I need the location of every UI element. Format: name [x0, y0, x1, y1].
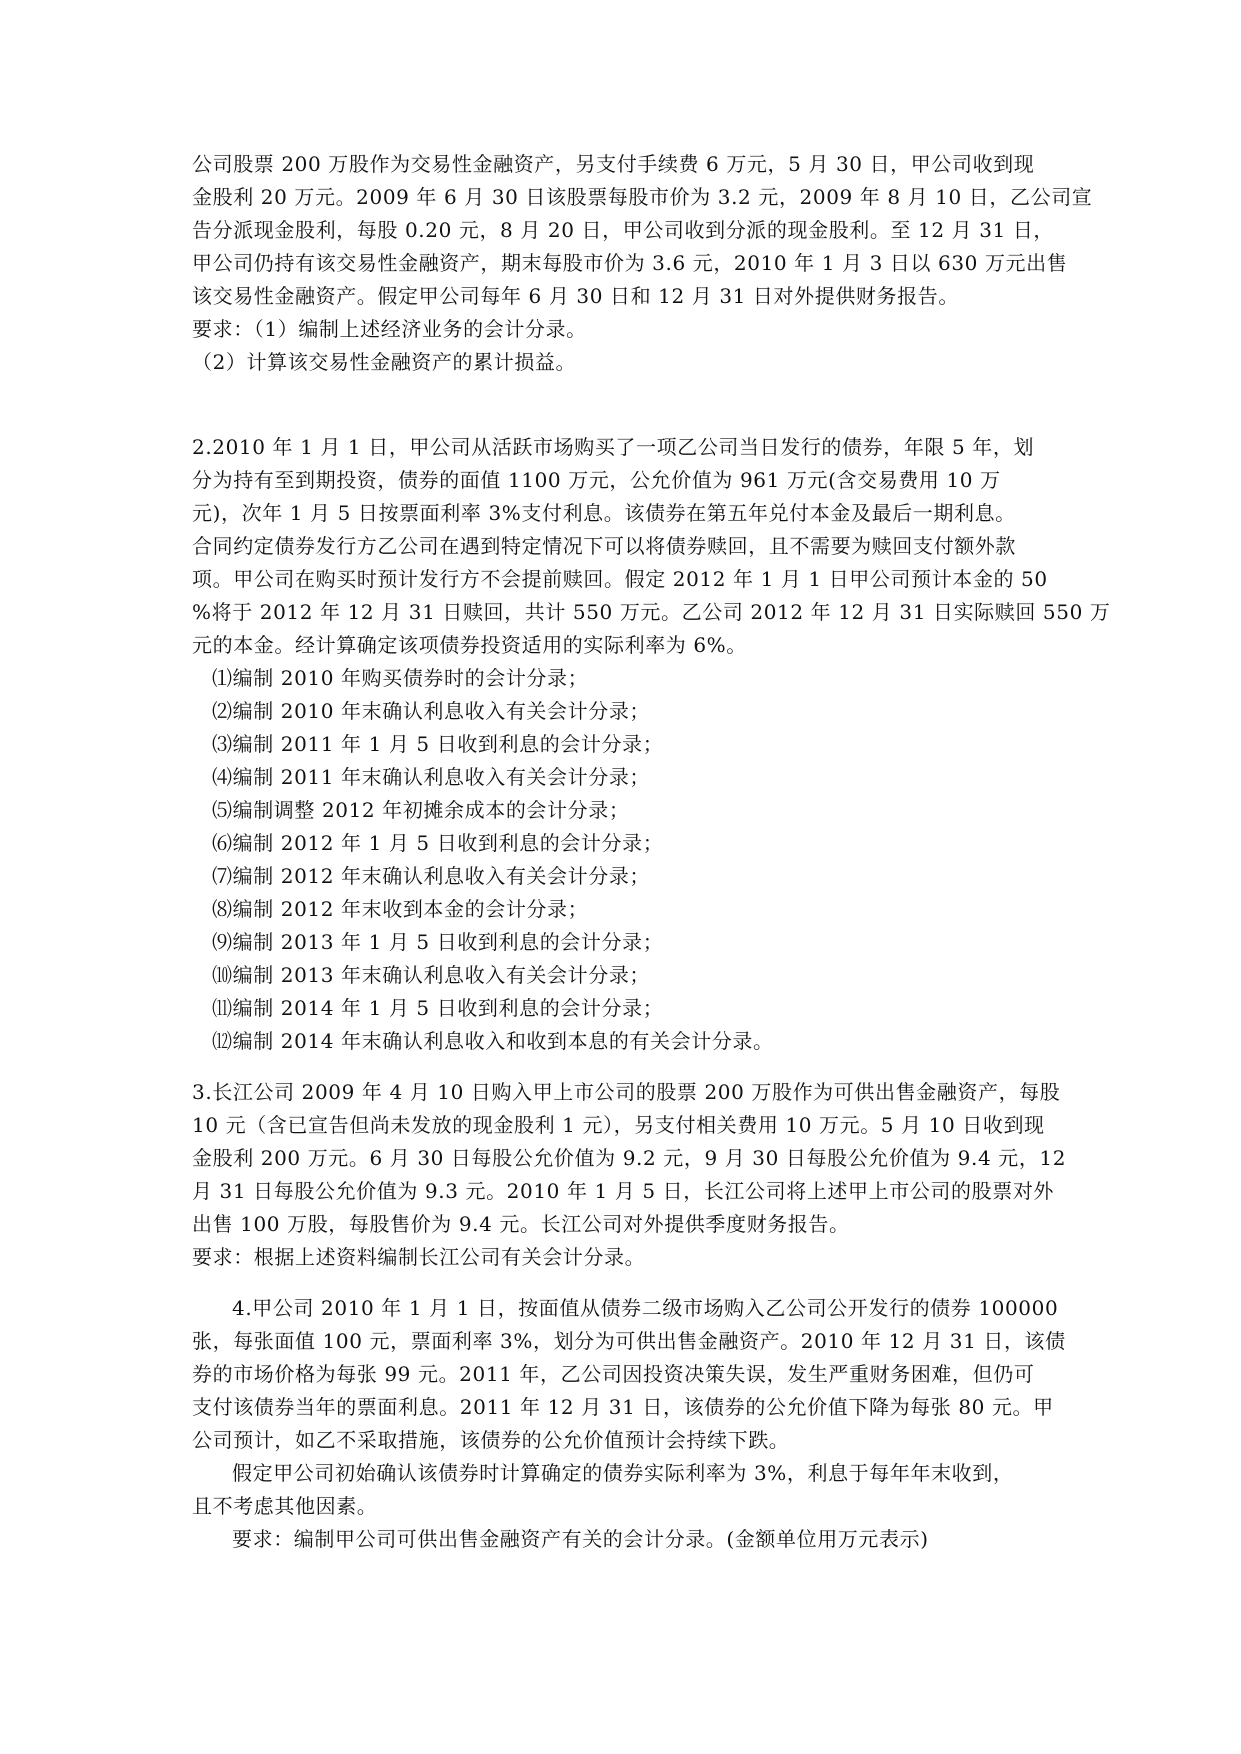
paragraph-line: %将于 2012 年 12 月 31 日赎回，共计 550 万元。乙公司 2012 年 12 月 31 日实际赎回 550 万: [192, 600, 1111, 624]
list-item: ⑴编制 2010 年购买债券时的会计分录；: [212, 666, 589, 690]
paragraph-line: 项。甲公司在购买时预计发行方不会提前赎回。假定 2012 年 1 月 1 日甲公司预计本金的 50: [192, 567, 1048, 591]
paragraph-line: 分为持有至到期投资，债券的面值 1100 万元，公允价值为 961 万元(含交易费用 10 万: [192, 468, 1001, 492]
paragraph-line: 合同约定债券发行方乙公司在遇到特定情况下可以将债券赎回，且不需要为赎回支付额外款: [192, 534, 1016, 558]
paragraph-line: 公司预计，如乙不采取措施，该债券的公允价值预计会持续下跌。: [192, 1428, 790, 1452]
question-1: [192, 148, 1093, 379]
paragraph-line: 出售 100 万股，每股售价为 9.4 元。长江公司对外提供季度财务报告。: [192, 1212, 850, 1236]
list-item: ⑺编制 2012 年末确认利息收入有关会计分录；: [212, 864, 651, 888]
paragraph-line: 金股利 20 万元。2009 年 6 月 30 日该股票每股市价为 3.2 元，2009 年 8 月 10 日，乙公司宣: [192, 185, 1093, 209]
paragraph-line: 支付该债券当年的票面利息。2011 年 12 月 31 日，该债券的公允价值下降为每张 80 元。甲: [192, 1395, 1054, 1419]
paragraph-line: 10 元（含已宣告但尚未发放的现金股利 1 元），另支付相关费用 10 万元。5 月 10 日收到现: [192, 1113, 1045, 1137]
list-item: ⑷编制 2011 年末确认利息收入有关会计分录；: [212, 765, 651, 789]
question-2: [192, 431, 1111, 1058]
paragraph-line: 甲公司仍持有该交易性金融资产，期末每股市价为 3.6 元，2010 年 1 月 3 日以 630 万元出售: [192, 251, 1068, 275]
list-item: ⑽编制 2013 年末确认利息收入有关会计分录；: [212, 963, 651, 987]
paragraph-line: 且不考虑其他因素。: [192, 1494, 378, 1518]
requirement-line: 要求：编制甲公司可供出售金融资产有关的会计分录。(金额单位用万元表示): [232, 1527, 929, 1551]
paragraph-line: 2.2010 年 1 月 1 日，甲公司从活跃市场购买了一项乙公司当日发行的债券，年限 5 年，划: [192, 435, 1035, 459]
question-4: [192, 1292, 1066, 1556]
requirement-line: 要求：根据上述资料编制长江公司有关会计分录。: [192, 1245, 646, 1269]
paragraph-line: 金股利 200 万元。6 月 30 日每股公允价值为 9.2 元，9 月 30 日每股公允价值为 9.4 元，12: [192, 1146, 1067, 1170]
list-item: ⑸编制调整 2012 年初摊余成本的会计分录；: [212, 798, 630, 822]
list-item: ⑹编制 2012 年 1 月 5 日收到利息的会计分录；: [212, 831, 664, 855]
requirement-line: （2）计算该交易性金融资产的累计损益。: [192, 350, 577, 374]
list-item: ⑵编制 2010 年末确认利息收入有关会计分录；: [212, 699, 651, 723]
paragraph-line: 券的市场价格为每张 99 元。2011 年，乙公司因投资决策失误，发生严重财务困难，但仍可: [192, 1362, 1035, 1386]
paragraph-line: 公司股票 200 万股作为交易性金融资产，另支付手续费 6 万元，5 月 30 日，甲公司收到现: [192, 152, 1035, 176]
list-item: ⑼编制 2013 年 1 月 5 日收到利息的会计分录；: [212, 930, 664, 954]
question-3: [192, 1076, 1067, 1274]
document-page: [192, 148, 1111, 1556]
paragraph-line: 张，每张面值 100 元，票面利率 3%，划分为可供出售金融资产。2010 年 12 月 31 日，该债: [192, 1329, 1066, 1353]
requirement-line: 要求：（1）编制上述经济业务的会计分录。: [192, 317, 587, 341]
paragraph-line: 4.甲公司 2010 年 1 月 1 日，按面值从债券二级市场购入乙公司公开发行的债券 100000: [232, 1296, 1059, 1320]
list-item: ⑶编制 2011 年 1 月 5 日收到利息的会计分录；: [212, 732, 664, 756]
list-item: ⑾编制 2014 年 1 月 5 日收到利息的会计分录；: [212, 996, 664, 1020]
list-item: ⑻编制 2012 年末收到本金的会计分录；: [212, 897, 589, 921]
paragraph-line: 假定甲公司初始确认该债券时计算确定的债券实际利率为 3%，利息于每年年末收到，: [232, 1461, 1014, 1485]
paragraph-line: 3.长江公司 2009 年 4 月 10 日购入甲上市公司的股票 200 万股作为可供出售金融资产，每股: [192, 1080, 1061, 1104]
paragraph-line: 该交易性金融资产。假定甲公司每年 6 月 30 日和 12 月 31 日对外提供财务报告。: [192, 284, 959, 308]
paragraph-line: 月 31 日每股公允价值为 9.3 元。2010 年 1 月 5 日，长江公司将上述甲上市公司的股票对外: [192, 1179, 1055, 1203]
paragraph-line: 元的本金。经计算确定该项债券投资适用的实际利率为 6%。: [192, 633, 747, 657]
list-item: ⑿编制 2014 年末确认利息收入和收到本息的有关会计分录。: [212, 1029, 774, 1053]
paragraph-line: 告分派现金股利，每股 0.20 元，8 月 20 日，甲公司收到分派的现金股利。至 12 月 31 日，: [192, 218, 1055, 242]
paragraph-line: 元)，次年 1 月 5 日按票面利率 3%支付利息。该债券在第五年兑付本金及最后一期利息。: [192, 501, 1016, 525]
